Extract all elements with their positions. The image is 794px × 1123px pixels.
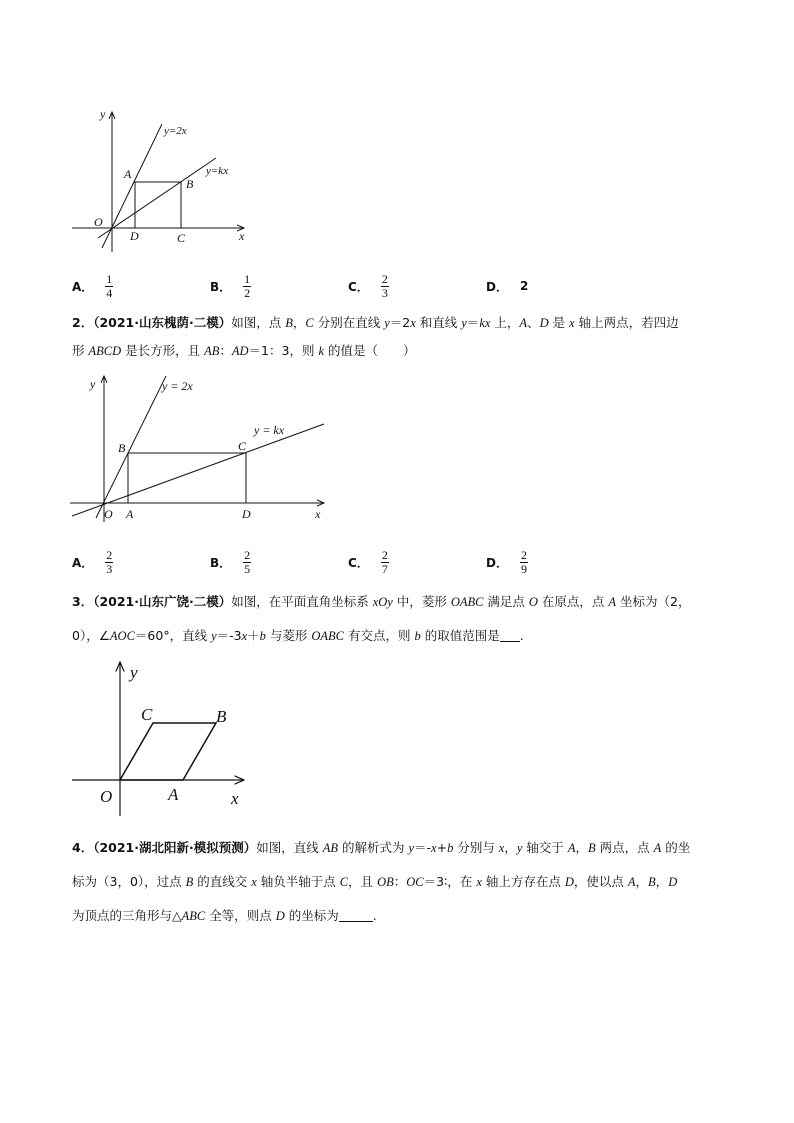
text: ＝1：3，则 (248, 343, 319, 358)
q3-label-o: O (100, 787, 113, 806)
q2-label-c: C (238, 439, 247, 453)
text: 轴交于 (522, 840, 568, 855)
math: D (539, 316, 549, 330)
q2-question (72, 309, 732, 365)
math: B (285, 316, 293, 330)
text: + (436, 840, 448, 855)
math: b (259, 629, 266, 643)
text: 轴负半轴于点 (256, 874, 340, 889)
math: OABC (450, 595, 484, 609)
text: 轴上两点，若四边 (574, 315, 679, 330)
text: 、 (527, 315, 540, 330)
q2-line-2 (72, 337, 732, 365)
q1-option-c[interactable] (348, 268, 389, 304)
option-letter: A． (72, 279, 94, 294)
text: 形 (72, 343, 89, 358)
math: x (498, 841, 505, 855)
q2-option-a[interactable] (72, 544, 113, 580)
math: y (516, 841, 523, 855)
q2-label-a: A (126, 507, 134, 521)
q2-number: 2． (72, 315, 94, 330)
denominator: 3 (381, 285, 388, 300)
q4-line-1 (72, 831, 732, 865)
q2-line-kx (72, 424, 324, 516)
denominator: 7 (381, 561, 388, 576)
q1-label-y: y (100, 107, 106, 121)
math: k (318, 344, 324, 358)
q2-label-d: D (242, 507, 251, 521)
denominator: 3 (106, 561, 113, 576)
q4-line-2 (72, 865, 732, 899)
math: OABC (311, 629, 345, 643)
text: 为顶点的三角形与△ (72, 908, 182, 923)
math: A (627, 875, 636, 889)
q2-line-2x (96, 376, 166, 518)
option-value: 2 (519, 279, 529, 293)
math: b (414, 629, 421, 643)
math: AD (231, 344, 249, 358)
q1-label-line1: y=2x (164, 125, 187, 137)
text: ： (393, 874, 407, 889)
math: D (564, 875, 574, 889)
text: ： (219, 343, 232, 358)
math: AB (322, 841, 339, 855)
denominator: 2 (244, 285, 251, 300)
math: y (384, 316, 390, 330)
q2-source: （2021·山东槐荫·二模） (93, 315, 232, 330)
text: 标为（3，0），过点 (72, 874, 186, 889)
math: C (339, 875, 349, 889)
q2-label-b: B (118, 441, 126, 455)
q1-figure-svg (68, 100, 258, 260)
option-letter: A． (72, 555, 94, 570)
text: 全等，则点 (205, 908, 276, 923)
q3-figure-svg (68, 656, 258, 816)
fraction (105, 549, 113, 576)
math: D (275, 909, 285, 923)
text: ， (655, 874, 669, 889)
text: 轴上方存在点 (481, 874, 565, 889)
text: ＝-3 (216, 628, 242, 643)
q2-label-o: O (104, 507, 113, 521)
math: x (476, 875, 482, 889)
math: ABC (181, 909, 206, 923)
text: ，且 (348, 874, 378, 889)
text: ，使以点 (573, 874, 628, 889)
fraction (105, 273, 113, 300)
fraction (243, 273, 251, 300)
q1-label-b: B (186, 177, 194, 191)
math: x (251, 875, 257, 889)
text: 满足点 (483, 594, 529, 609)
option-letter: D． (486, 279, 508, 294)
text: 的坐标为 (284, 908, 339, 923)
text: 是长方形，且 (121, 343, 205, 358)
text: ， (292, 315, 306, 330)
math: C (305, 316, 314, 330)
q2-figure (66, 372, 336, 530)
q3-question (72, 585, 732, 653)
q2-options (72, 544, 732, 580)
math: b (447, 841, 454, 855)
answer-blank[interactable] (500, 628, 520, 642)
q2-label-x: x (315, 507, 321, 521)
q3-source: （2021·山东广饶·二模） (93, 594, 232, 609)
text: 上， (490, 315, 520, 330)
text: 坐标为（2， (616, 594, 691, 609)
q4-question (72, 831, 732, 933)
numerator: 1 (106, 271, 113, 286)
q1-options (72, 268, 732, 304)
text: 如图，在平面直角坐标系 (231, 594, 373, 609)
text: 是 (548, 315, 570, 330)
text: 中，菱形 (392, 594, 451, 609)
q3-figure (68, 656, 258, 816)
q3-label-c: C (141, 705, 153, 724)
math: x (241, 629, 248, 643)
numerator: 2 (381, 271, 388, 286)
text: 有交点，则 (344, 628, 415, 643)
text: 的解析式为 (338, 840, 409, 855)
denominator: 5 (244, 561, 251, 576)
text: ＋ (247, 628, 260, 643)
math: kx (479, 316, 491, 330)
math: xOy (372, 595, 393, 609)
math: OC (406, 875, 424, 889)
math: D (668, 875, 678, 889)
q2-label-line1: y = 2x (162, 379, 193, 393)
q4-source: （2021·湖北阳新·模拟预测） (93, 840, 257, 855)
text: 的直线交 (193, 874, 252, 889)
math: x (410, 316, 416, 330)
numerator: 2 (244, 547, 251, 562)
math: x (569, 316, 575, 330)
q3-line-1 (72, 585, 732, 619)
denominator: 9 (520, 561, 527, 576)
text: 分别在直线 (313, 315, 385, 330)
q4-number: 4． (72, 840, 94, 855)
text: ， (504, 840, 517, 855)
text: 在原点，点 (537, 594, 609, 609)
q2-figure-svg (66, 372, 336, 530)
text: . (372, 908, 377, 923)
text: 和直线 (415, 315, 462, 330)
math: y (408, 841, 415, 855)
text: 分别与 (453, 840, 499, 855)
math: B (588, 841, 596, 855)
math: ABCD (88, 344, 122, 358)
q1-label-o: O (94, 215, 103, 229)
text: ， (635, 874, 649, 889)
math: O (528, 595, 538, 609)
text: ＝60°，直线 (134, 628, 212, 643)
math: y (461, 316, 467, 330)
math: x (431, 841, 437, 855)
text: ， (575, 840, 589, 855)
q2-line-1 (72, 309, 732, 337)
denominator: 4 (106, 285, 113, 300)
q1-option-b[interactable] (210, 268, 251, 304)
text: 的坐 (661, 840, 691, 855)
math: AB (204, 344, 220, 358)
text: 如图，直线 (256, 840, 323, 855)
text: 的值是（ ） (324, 343, 416, 358)
q1-label-x: x (239, 229, 245, 243)
q1-option-d[interactable] (486, 268, 528, 304)
math: y (211, 629, 217, 643)
numerator: 2 (106, 547, 113, 562)
q1-label-a: A (124, 167, 132, 181)
text: 2 (402, 315, 411, 330)
q2-rectangle-abcd (128, 453, 246, 503)
text: ＝ (466, 315, 480, 330)
q2-option-d[interactable] (486, 544, 528, 580)
q3-line-2 (72, 619, 732, 653)
text: 如图，点 (231, 315, 286, 330)
q1-label-c: C (177, 231, 186, 245)
math: B (185, 875, 194, 889)
option-letter: B． (210, 279, 232, 294)
q1-label-d: D (130, 229, 139, 243)
q3-label-y: y (130, 663, 138, 682)
text: . (519, 628, 524, 643)
text: ，在 (447, 874, 477, 889)
option-letter: B． (210, 555, 232, 570)
q3-label-b: B (216, 707, 227, 726)
q2-label-line2: y = kx (254, 423, 285, 437)
q1-line-kx (98, 158, 216, 238)
fraction (520, 549, 528, 576)
text: 0），∠ (72, 628, 110, 643)
math: AOC (109, 629, 135, 643)
option-letter: C． (348, 555, 369, 570)
fraction (381, 549, 389, 576)
q3-rhombus-oabc (120, 723, 216, 780)
text: ＝- (414, 840, 432, 855)
numerator: 1 (244, 271, 251, 286)
q1-figure (68, 100, 258, 260)
math: A (608, 595, 617, 609)
answer-blank[interactable] (339, 908, 373, 922)
numerator: 2 (381, 547, 388, 562)
q1-label-line2: y=kx (206, 165, 229, 177)
numerator: 2 (520, 547, 527, 562)
text: 与菱形 (265, 628, 312, 643)
text: ＝3∶ (423, 874, 448, 889)
math: A (567, 841, 576, 855)
option-letter: C． (348, 279, 369, 294)
q4-line-3 (72, 899, 732, 933)
q1-rectangle-abcd (135, 182, 181, 228)
q2-label-y: y (90, 377, 96, 391)
q2-option-c[interactable] (348, 544, 389, 580)
q3-number: 3． (72, 594, 94, 609)
q2-option-b[interactable] (210, 544, 251, 580)
text: 的取值范围是 (420, 628, 500, 643)
q3-label-x: x (231, 789, 239, 808)
math: A (653, 841, 662, 855)
text: ＝ (389, 315, 403, 330)
q1-option-a[interactable] (72, 268, 113, 304)
fraction (243, 549, 251, 576)
q3-label-a: A (168, 785, 179, 804)
text: 两点，点 (595, 840, 654, 855)
fraction (381, 273, 389, 300)
option-letter: D． (486, 555, 508, 570)
math: A (519, 316, 528, 330)
math: B (648, 875, 656, 889)
math: OB (377, 875, 394, 889)
